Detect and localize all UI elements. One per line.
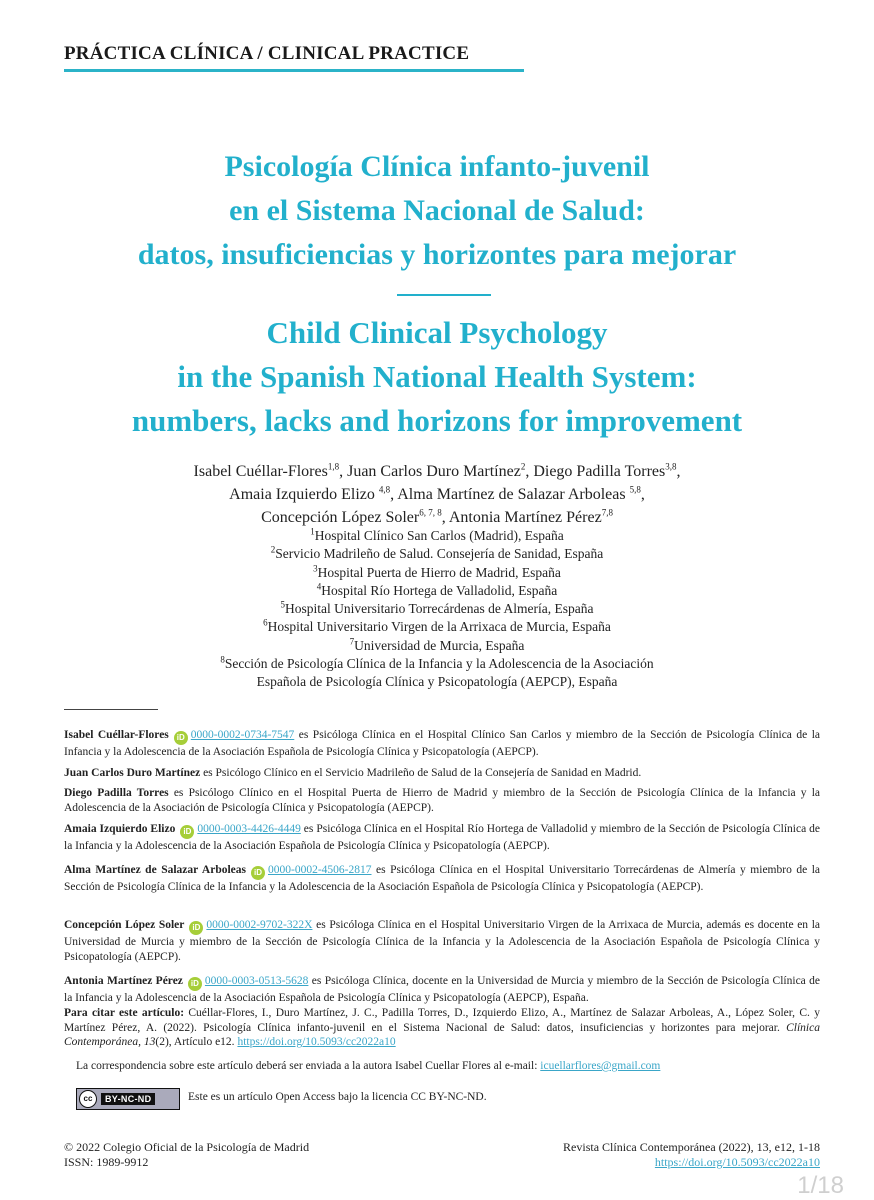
cc-license-badge[interactable] bbox=[76, 1088, 180, 1110]
note-text: es Psicólogo Clínico en el Servicio Madrileño de Salud de la Consejería de Sanidad en Madrid. bbox=[200, 767, 642, 779]
note-author-name: Amaia Izquierdo Elizo bbox=[64, 823, 176, 835]
note-author-name: Concepción López Soler bbox=[64, 919, 185, 931]
correspondence-text: La correspondencia sobre este artículo deberá ser enviada a la autora Isabel Cuellar Flores al e-mail: bbox=[76, 1060, 541, 1072]
affiliation-text: Hospital Río Hortega de Valladolid, España bbox=[321, 582, 558, 598]
title-spanish bbox=[0, 145, 874, 277]
title-es-line-2: en el Sistema Nacional de Salud: bbox=[229, 194, 645, 227]
note-author-name: Diego Padilla Torres bbox=[64, 787, 169, 799]
license-text: Este es un artículo Open Access bajo la licencia CC BY-NC-ND. bbox=[188, 1091, 487, 1103]
title-es-line-1: Psicología Clínica infanto-juvenil bbox=[224, 150, 650, 183]
note-text: es Psicólogo Clínico en el Hospital Puerta de Hierro de Madrid y miembro de la Sección de Psicología Clínica de la Infancia y la Adolescencia de la Asociación de Psicología Clínica y Psicopatología (AEPCP). bbox=[64, 787, 820, 814]
author-name: , Juan Carlos Duro Martínez bbox=[339, 463, 521, 480]
affiliation-text: Hospital Universitario Virgen de la Arrixaca de Murcia, España bbox=[267, 619, 611, 635]
author-note bbox=[64, 786, 820, 815]
footer-doi-link[interactable]: https://doi.org/10.5093/cc2022a10 bbox=[654, 1155, 820, 1169]
affiliation-text: Sección de Psicología Clínica de la Infancia y la Adolescencia de la Asociación bbox=[224, 656, 654, 672]
affiliation bbox=[0, 582, 874, 600]
orcid-icon[interactable]: iD bbox=[188, 977, 202, 991]
correspondence-note bbox=[76, 1059, 820, 1074]
author-name: , Antonia Martínez Pérez bbox=[441, 509, 602, 526]
author-note bbox=[64, 918, 820, 964]
affiliation bbox=[0, 600, 874, 618]
note-author-name: Juan Carlos Duro Martínez bbox=[64, 767, 201, 779]
affiliation bbox=[0, 655, 874, 673]
footer-journal: Revista Clínica Contemporánea (2022), 13, e12, 1-18 bbox=[563, 1140, 820, 1154]
affiliation bbox=[0, 618, 874, 636]
author-affil: 4,8 bbox=[378, 484, 391, 495]
citation-issue: (2), Artículo e12. bbox=[155, 1036, 238, 1048]
affiliation-number: 6 bbox=[263, 617, 268, 628]
author-affil: 6, 7, 8 bbox=[419, 507, 442, 518]
affiliation-number: 4 bbox=[316, 581, 322, 592]
orcid-link[interactable]: 0000-0003-4426-4449 bbox=[197, 823, 301, 835]
orcid-link[interactable]: 0000-0002-9702-322X bbox=[206, 919, 313, 931]
author-list bbox=[0, 460, 874, 529]
author-affil: 2 bbox=[520, 461, 526, 472]
footer-left bbox=[64, 1140, 309, 1170]
orcid-icon[interactable]: iD bbox=[251, 866, 265, 880]
note-text: es Psicóloga Clínica en el Hospital Universitario Virgen de la Arrixaca de Murcia, además es docente en la Universidad de Murcia y miembro de la Sección de Psicología Clínica de la Infancia y la Adolescencia de la Asociación Española de Psicología Clínica y Psicopatología (AEPCP). bbox=[64, 919, 821, 963]
orcid-icon[interactable]: iD bbox=[180, 825, 194, 839]
affiliation-number: 3 bbox=[313, 563, 318, 574]
orcid-link[interactable]: 0000-0002-0734-7547 bbox=[190, 729, 295, 741]
note-text: es Psicóloga Clínica en el Hospital Universitario Torrecárdenas de Almería y miembro de la Sección de Psicología Clínica de la Infancia y la Adolescencia de la Asociación Española de Psicología Clínica y Psicopatología (AEPCP). bbox=[64, 864, 820, 893]
author-note bbox=[64, 766, 820, 781]
author-affil: 1,8 bbox=[327, 461, 340, 472]
title-separator bbox=[397, 294, 491, 296]
citation-note bbox=[64, 1006, 820, 1050]
authors-line-1: Isabel Cuéllar-Flores$^{1,8}$, Juan Carlos Duro Martínez$^2$, Diego Padilla Torres$^{3,8}$, bbox=[193, 461, 681, 480]
affiliation bbox=[0, 564, 874, 582]
orcid-icon[interactable]: iD bbox=[174, 731, 188, 745]
author-name: , Alma Martínez de Salazar Arboleas bbox=[390, 486, 630, 503]
author-name: Isabel Cuéllar-Flores bbox=[193, 463, 328, 480]
note-author-name: Isabel Cuéllar-Flores bbox=[64, 729, 169, 741]
authors-line-2: Amaia Izquierdo Elizo $^{4,8}$, Alma Martínez de Salazar Arboleas $^{5,8}$, bbox=[229, 484, 645, 503]
affiliation-text: Hospital Clínico San Carlos (Madrid), España bbox=[314, 528, 564, 543]
citation-text: Cuéllar-Flores, I., Duro Martínez, J. C., Padilla Torres, D., Izquierdo Elizo, A., Martínez de Salazar Arboleas, A., López Soler, C. y Martínez Pérez, A. (2022). Psicología Clínica infanto-juvenil en el Sistema Nacional de Salud: datos, insuficiencias y horizontes para mejorar. bbox=[64, 1007, 820, 1034]
cc-icon: cc bbox=[79, 1090, 97, 1108]
author-affil: 3,8 bbox=[665, 461, 677, 472]
orcid-icon[interactable]: iD bbox=[189, 921, 203, 935]
citation-journal: Clínica Contemporánea, 13 bbox=[64, 1021, 820, 1048]
author-note bbox=[64, 863, 820, 895]
footer-copyright: © 2022 Colegio Oficial de la Psicología de Madrid bbox=[64, 1140, 310, 1154]
note-author-name: Alma Martínez de Salazar Arboleas bbox=[64, 864, 246, 876]
author-name: Concepción López Soler bbox=[261, 509, 420, 526]
page-counter: 1/18 bbox=[797, 1172, 844, 1199]
title-es-line-3: datos, insuficiencias y horizontes para mejorar bbox=[137, 238, 737, 271]
author-note bbox=[64, 974, 820, 1006]
affiliation-text: Hospital Universitario Torrecárdenas de Almería, España bbox=[285, 601, 594, 617]
authors-line-3 bbox=[0, 506, 874, 529]
affiliation-continued: Española de Psicología Clínica y Psicopatología (AEPCP), España bbox=[256, 674, 618, 690]
note-text: es Psicóloga Clínica en el Hospital Clínico San Carlos y miembro de la Sección de Psicología Clínica de la Infancia y la Adolescencia de la Asociación Española de Psicología Clínica y Psicopatología (AEPCP). bbox=[64, 729, 821, 758]
author-name: , Diego Padilla Torres bbox=[525, 463, 666, 480]
note-text: es Psicóloga Clínica en el Hospital Río Hortega de Valladolid y miembro de la Sección de Psicología Clínica de la Infancia y la Adolescencia de la Asociación Española de Psicología Clínica y Psicopatología (AEPCP). bbox=[64, 823, 820, 852]
section-underline bbox=[64, 69, 524, 72]
title-english bbox=[0, 311, 874, 443]
author-note bbox=[64, 822, 820, 854]
affiliation-text: Servicio Madrileño de Salud. Consejería de Sanidad, España bbox=[275, 546, 604, 562]
note-author-name: Antonia Martínez Pérez bbox=[64, 975, 183, 987]
note-text: es Psicóloga Clínica, docente en la Universidad de Murcia y miembro de la Sección de Psicología Clínica de la Infancia y la Adolescencia de la Asociación Española de Psicología Clínica y Psicopatología (AEPCP), España. bbox=[64, 975, 820, 1004]
orcid-link[interactable]: 0000-0003-0513-5628 bbox=[204, 975, 309, 987]
affiliation bbox=[0, 545, 874, 563]
author-note bbox=[64, 728, 820, 760]
title-en-line-3: numbers, lacks and horizons for improvement bbox=[131, 403, 743, 438]
affiliation-number: 8 bbox=[220, 654, 225, 665]
author-affil: 7,8 bbox=[601, 507, 613, 518]
affiliation bbox=[0, 637, 874, 655]
affiliation-text: Hospital Puerta de Hierro de Madrid, España bbox=[317, 564, 561, 580]
author-name: Amaia Izquierdo Elizo bbox=[229, 486, 379, 503]
footnote-divider bbox=[64, 709, 158, 710]
affiliation-number: 2 bbox=[270, 544, 276, 555]
affiliation-list bbox=[0, 527, 874, 692]
author-affil: 5,8 bbox=[629, 484, 641, 495]
orcid-link[interactable]: 0000-0002-4506-2817 bbox=[268, 864, 372, 876]
title-en-line-1: Child Clinical Psychology bbox=[266, 315, 608, 350]
affiliation-number: 7 bbox=[349, 636, 355, 647]
affiliation bbox=[0, 527, 874, 545]
citation-doi-link[interactable]: https://doi.org/10.5093/cc2022a10 bbox=[237, 1036, 396, 1048]
citation-label: Para citar este artículo: bbox=[64, 1007, 185, 1019]
footer-issn: ISSN: 1989-9912 bbox=[64, 1155, 149, 1169]
affiliation-number: 5 bbox=[280, 599, 286, 610]
cc-badge-text: BY-NC-ND bbox=[101, 1093, 155, 1105]
affiliation-number: 1 bbox=[310, 526, 315, 537]
section-label: PRÁCTICA CLÍNICA / CLINICAL PRACTICE bbox=[64, 43, 470, 64]
title-en-line-2: in the Spanish National Health System: bbox=[177, 359, 697, 394]
affiliation-text: Universidad de Murcia, España bbox=[354, 637, 525, 653]
footer-right bbox=[563, 1140, 820, 1170]
email-link[interactable]: icuellarflores@gmail.com bbox=[540, 1060, 661, 1072]
